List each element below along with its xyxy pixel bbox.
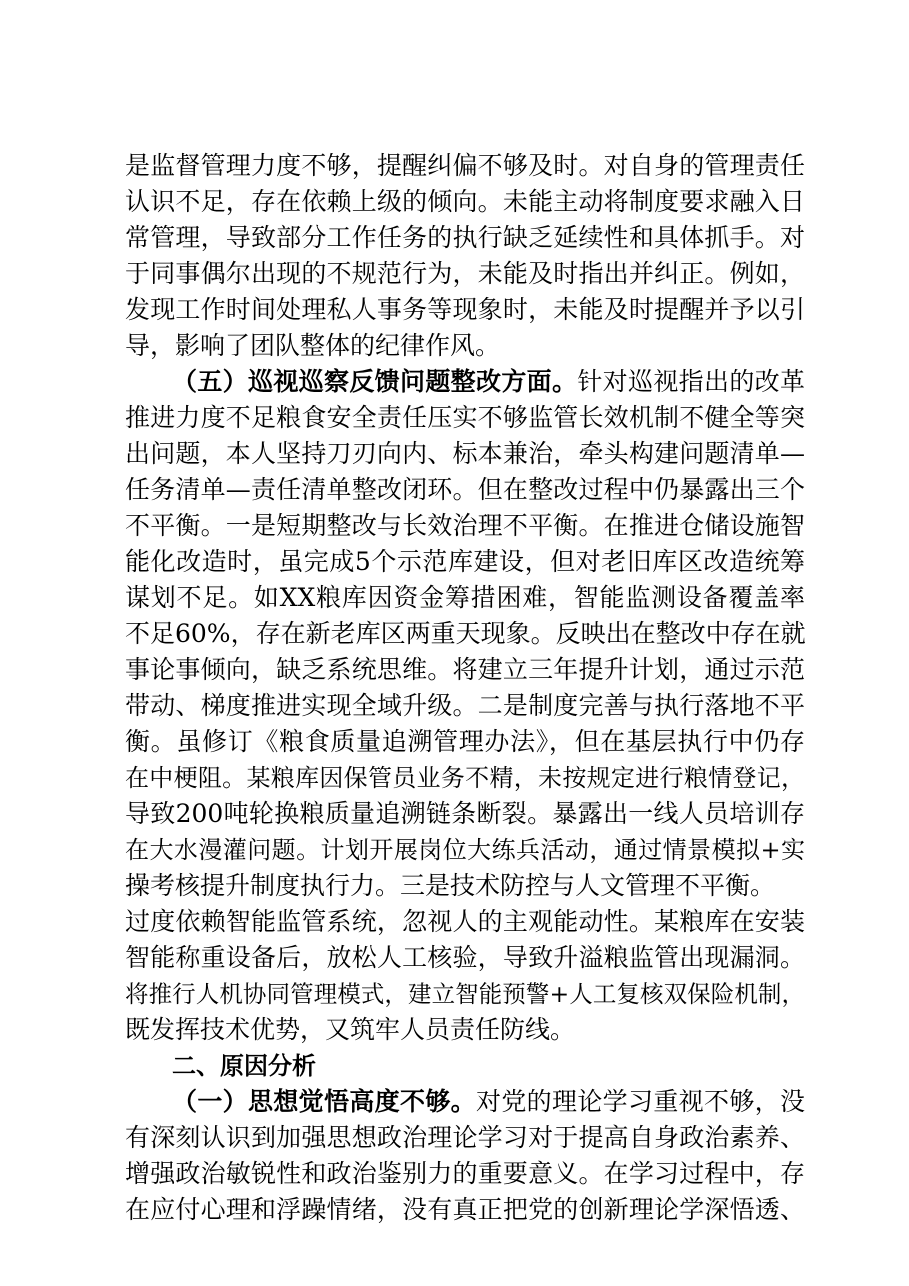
paragraph-line: 事论事倾向，缺乏系统思维。将建立三年提升计划，通过示范 [125, 655, 805, 684]
section-five-heading: （五）巡视巡察反馈问题整改方面。 [172, 367, 578, 396]
paragraph-line: 认识不足，存在依赖上级的倾向。未能主动将制度要求融入日 [125, 187, 805, 216]
paragraph-line: 任务清单—责任清单整改闭环。但在整改过程中仍暴露出三个 [125, 475, 805, 504]
paragraph-line: 既发挥技术优势，又筑牢人员责任防线。 [125, 1015, 576, 1044]
paragraph-line: 推进力度不足粮食安全责任压实不够监管长效机制不健全等突 [125, 403, 805, 432]
section-heading-cause-analysis: 二、原因分析 [172, 1052, 316, 1080]
paragraph-line: 衡。虽修订《粮食质量追溯管理办法》，但在基层执行中仍存 [125, 727, 805, 756]
paragraph-line: 导，影响了团队整体的纪律作风。 [125, 331, 501, 360]
paragraph-line: 不平衡。一是短期整改与长效治理不平衡。在推进仓储设施智 [125, 511, 805, 540]
paragraph-line: 出问题，本人坚持刀刃向内、标本兼治，牵头构建问题清单— [125, 439, 805, 468]
paragraph-line: 在大水漫灌问题。计划开展岗位大练兵活动，通过情景模拟+实 [125, 836, 805, 864]
paragraph-line: 操考核提升制度执行力。三是技术防控与人文管理不平衡。 [125, 871, 776, 900]
paragraph-line: 导致200吨轮换粮质量追溯链条断裂。暴露出一线人员培训存 [125, 799, 805, 828]
paragraph-line: 发现工作时间处理私人事务等现象时，未能及时提醒并予以引 [125, 295, 805, 324]
subsection-one-first-line [172, 1085, 805, 1119]
paragraph-line: 常管理，导致部分工作任务的执行缺乏延续性和具体抓手。对 [125, 223, 805, 252]
paragraph-line: 不足60%，存在新老库区两重天现象。反映出在整改中存在就 [125, 619, 806, 648]
paragraph-line: 过度依赖智能监管系统，忽视人的主观能动性。某粮库在安装 [125, 907, 805, 936]
subsection-one-heading: （一）思想觉悟高度不够。 [172, 1087, 476, 1116]
paragraph-line: 有深刻认识到加强思想政治理论学习对于提高自身政治素养、 [125, 1123, 805, 1152]
paragraph-line: 谋划不足。如XX粮库因资金筹措困难，智能监测设备覆盖率 [125, 583, 805, 612]
section-five-first-line [172, 365, 805, 399]
paragraph-line: 在应付心理和浮躁情绪，没有真正把党的创新理论学深悟透、 [125, 1195, 805, 1224]
paragraph-line: 在中梗阻。某粮库因保管员业务不精，未按规定进行粮情登记， [125, 764, 805, 792]
paragraph-line: 将推行人机协同管理模式，建立智能预警+人工复核双保险机制， [125, 980, 805, 1008]
paragraph-line: 于同事偶尔出现的不规范行为，未能及时指出并纠正。例如， [125, 259, 805, 288]
paragraph-line: 能化改造时，虽完成5个示范库建设，但对老旧库区改造统筹 [125, 547, 805, 576]
subsection-one-lead-text: 对党的理论学习重视不够，没 [476, 1087, 805, 1116]
paragraph-line: 带动、梯度推进实现全域升级。二是制度完善与执行落地不平 [125, 691, 805, 720]
paragraph-line: 是监督管理力度不够，提醒纠偏不够及时。对自身的管理责任 [125, 151, 805, 180]
paragraph-line: 增强政治敏锐性和政治鉴别力的重要意义。在学习过程中，存 [125, 1159, 805, 1188]
section-five-lead-text: 针对巡视指出的改革 [577, 367, 805, 396]
paragraph-line: 智能称重设备后，放松人工核验，导致升溢粮监管出现漏洞。 [125, 943, 805, 972]
